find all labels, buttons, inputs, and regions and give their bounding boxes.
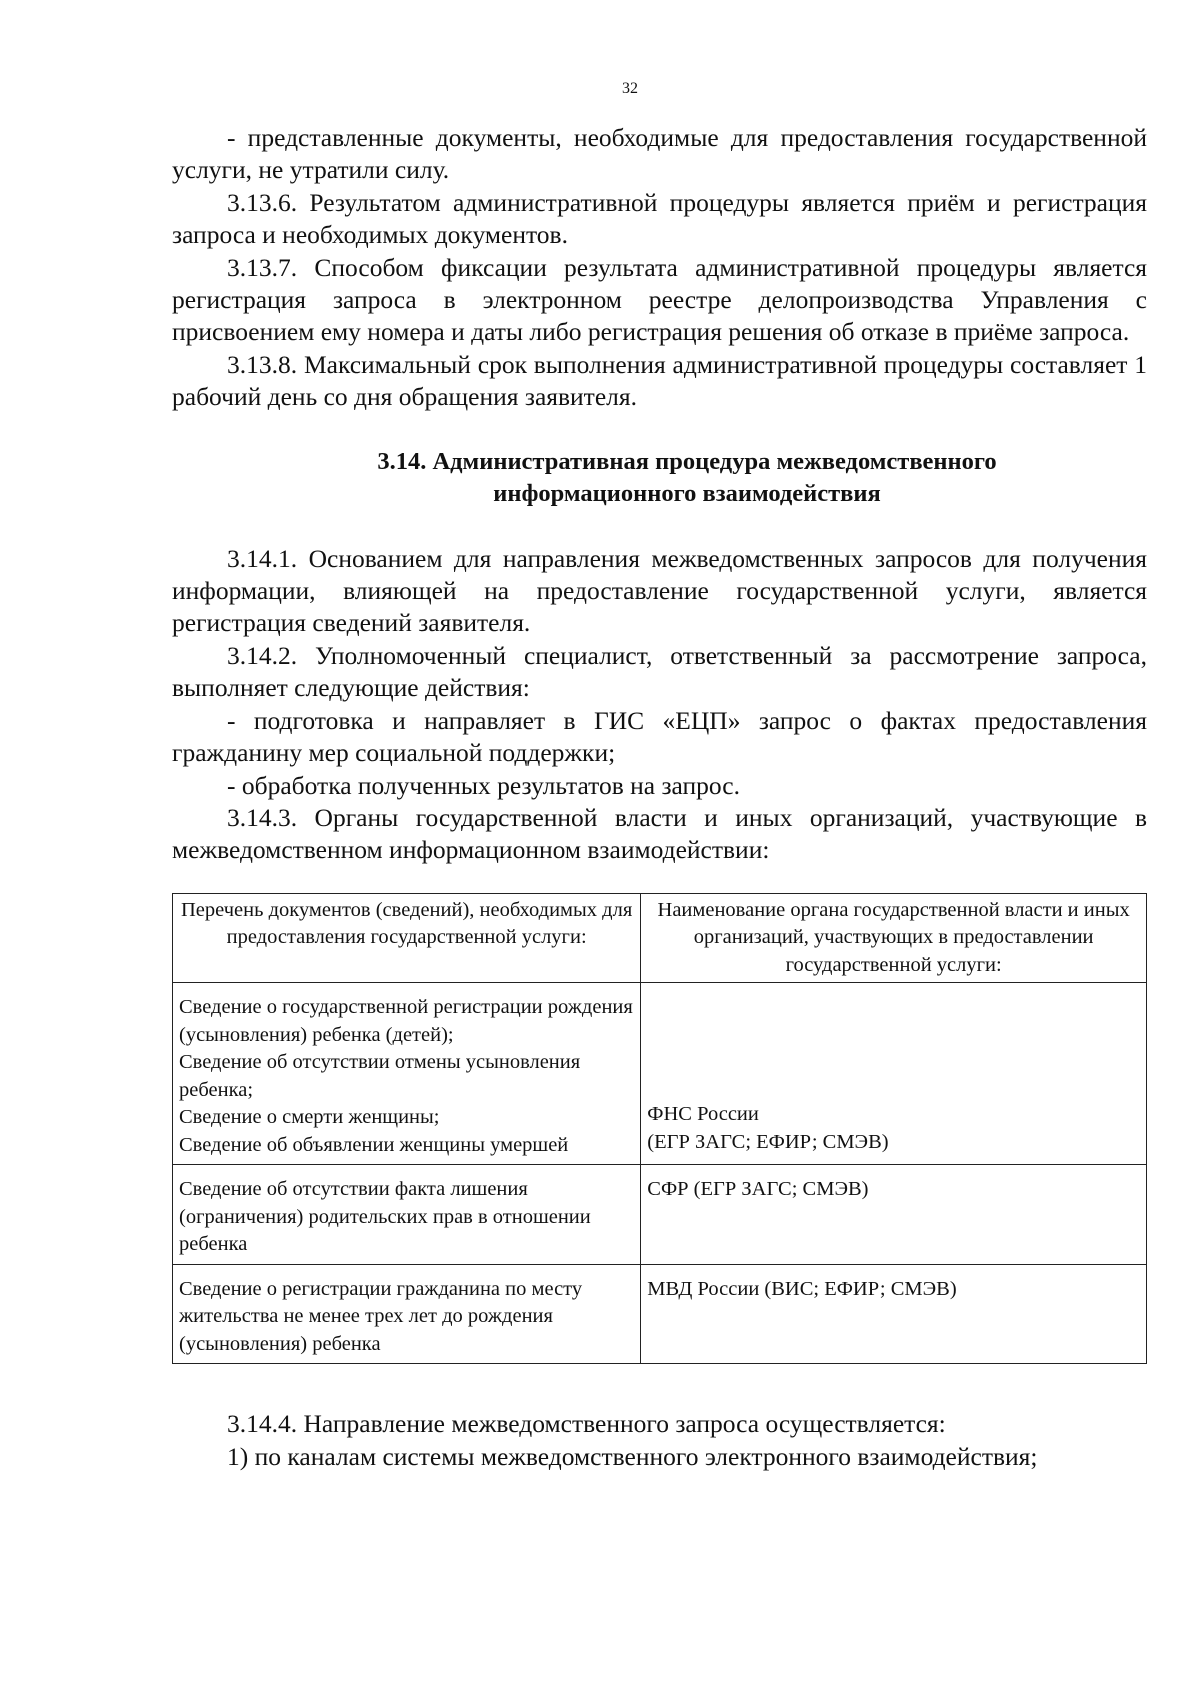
document-item: Сведение о регистрации гражданина по месту жительства не менее трех лет до рождения (усыновления) ребенка xyxy=(179,1277,583,1355)
paragraph-documents-valid: - представленные документы, необходимые для предоставления государственной услуги, не утратили силу. xyxy=(172,123,1147,185)
page-number: 32 xyxy=(622,80,638,97)
paragraph-3-14-3: 3.14.3. Органы государственной власти и иных организаций, участвующие в межведомственном информационном взаимодействии: xyxy=(172,802,1147,865)
organ-name: СФР (ЕГР ЗАГС; СМЭВ) xyxy=(647,1178,869,1201)
table-cell-documents xyxy=(173,983,641,1165)
table-header-row xyxy=(173,893,1147,983)
section-heading-line-1: 3.14. Административная процедура межведомственного xyxy=(377,447,997,475)
document-item: Сведение об объявлении женщины умершей xyxy=(179,1133,569,1156)
table-cell-organ xyxy=(641,983,1147,1165)
interagency-table xyxy=(172,893,1147,1365)
table-row xyxy=(173,983,1147,1165)
document-item: Сведение о государственной регистрации рождения (усыновления) ребенка (детей); xyxy=(179,996,633,1046)
table-cell-organ xyxy=(641,1264,1147,1364)
table-row xyxy=(173,1264,1147,1364)
paragraph-3-13-7: 3.13.7. Способом фиксации результата административной процедуры является регистрация запроса в электронном реестре делопроизводства Управления с присвоением ему номера и даты либо регистрация решения об отказе в приёме запроса. xyxy=(172,252,1147,347)
document-body xyxy=(172,122,1147,1473)
table-cell-organ xyxy=(641,1165,1147,1265)
table-header-documents: Перечень документов (сведений), необходимых для предоставления государственной услуги: xyxy=(173,893,641,983)
organ-name: МВД России (ВИС; ЕФИР; СМЭВ) xyxy=(647,1277,957,1300)
paragraph-3-14-1: 3.14.1. Основанием для направления межведомственных запросов для получения информации, влияющей на предоставление государственной услуги, является регистрация сведений заявителя. xyxy=(172,543,1147,638)
paragraph-3-14-4: 3.14.4. Направление межведомственного запроса осуществляется: xyxy=(227,1409,946,1439)
paragraph-3-14-2: 3.14.2. Уполномоченный специалист, ответственный за рассмотрение запроса, выполняет следующие действия: xyxy=(172,640,1147,703)
document-item: Сведение об отсутствии отмены усыновления ребенка; xyxy=(179,1051,581,1101)
table-row xyxy=(173,1165,1147,1265)
table-cell-documents xyxy=(173,1264,641,1364)
document-item: Сведение о смерти женщины; xyxy=(179,1106,440,1129)
section-heading xyxy=(172,446,1147,510)
organ-name: ФНС России xyxy=(647,1103,759,1126)
organ-systems: (ЕГР ЗАГС; ЕФИР; СМЭВ) xyxy=(647,1130,889,1153)
paragraph-channel-smev: 1) по каналам системы межведомственного электронного взаимодействия; xyxy=(227,1441,1038,1471)
paragraph-3-13-8: 3.13.8. Максимальный срок выполнения административной процедуры составляет 1 рабочий день со дня обращения заявителя. xyxy=(172,349,1147,412)
section-heading-line-2: информационного взаимодействия xyxy=(493,479,881,507)
table-cell-documents xyxy=(173,1165,641,1265)
document-item: Сведение об отсутствии факта лишения (ограничения) родительских прав в отношении ребенка xyxy=(179,1178,591,1256)
table-header-organ: Наименование органа государственной власти и иных организаций, участвующих в предоставлении государственной услуги: xyxy=(641,893,1147,983)
paragraph-3-13-6: 3.13.6. Результатом административной процедуры является приём и регистрация запроса и необходимых документов. xyxy=(172,187,1147,250)
paragraph-action-processing: - обработка полученных результатов на запрос. xyxy=(227,770,741,800)
paragraph-action-request: - подготовка и направляет в ГИС «ЕЦП» запрос о фактах предоставления гражданину мер социальной поддержки; xyxy=(172,705,1147,768)
